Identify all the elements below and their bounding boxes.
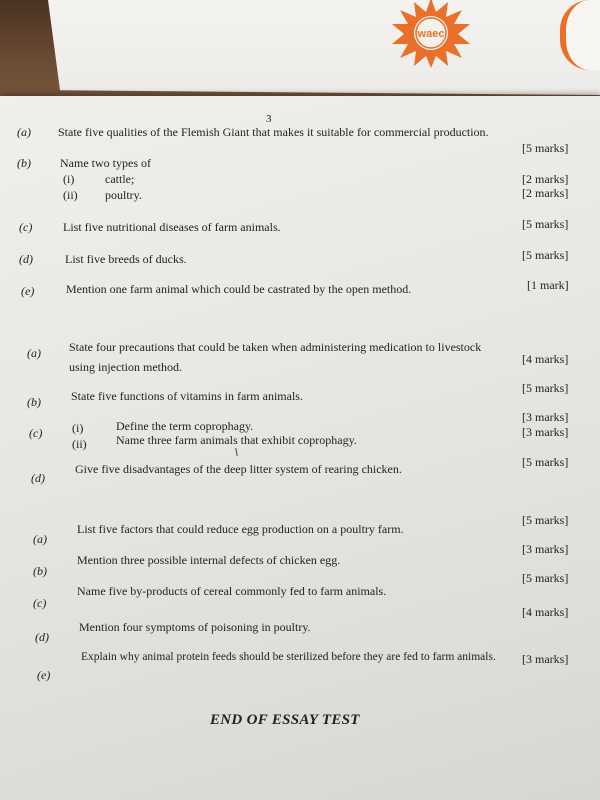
waec-seal-icon [390,0,472,68]
end-of-test-heading: END OF ESSAY TEST [210,712,360,728]
q3-d-text: Mention four symptoms of poisoning in poultry. [79,620,311,634]
q1-e-label: (e) [21,284,35,298]
underlying-paper-sheet [0,0,600,95]
q3-a-text: List five factors that could reduce egg production on a poultry farm. [77,522,404,536]
q3-b-label: (b) [33,564,47,578]
q2-b-marks: [5 marks] [522,381,569,395]
q1-b-ii-num: (ii) [63,188,78,202]
q1-b-i-num: (i) [63,172,75,186]
q3-d-marks: [4 marks] [522,605,569,619]
q2-c-ii-num: (ii) [72,437,87,451]
q2-a-text: State four precautions that could be taken when administering medication to livestock [69,340,482,354]
q2-d-text: Give five disadvantages of the deep litter system of rearing chicken. [75,462,402,476]
q3-e-text: Explain why animal protein feeds should be sterilized before they are fed to farm animals. [81,651,496,663]
q2-c-i-num: (i) [72,421,84,435]
q3-a-marks: [5 marks] [522,513,569,527]
q3-d-label: (d) [35,630,49,644]
q3-b-marks: [3 marks] [522,542,569,556]
q3-c-text: Name five by-products of cereal commonly fed to farm animals. [77,584,387,598]
q2-a-label: (a) [27,346,41,360]
q1-a-marks: [5 marks] [522,141,569,155]
q2-c-label: (c) [29,426,43,440]
q3-a-label: (a) [33,532,47,546]
q1-b-label: (b) [17,156,31,170]
q2-c-ii-marks: [3 marks] [522,425,569,439]
q3-c-marks: [5 marks] [522,571,569,585]
exam-paper [0,96,600,800]
q3-e-label: (e) [37,668,51,682]
q1-d-label: (d) [19,252,33,266]
q1-e-text: Mention one farm animal which could be castrated by the open method. [66,282,412,296]
q1-c-marks: [5 marks] [522,217,569,231]
q3-c-label: (c) [33,596,47,610]
q2-a-marks: [4 marks] [522,352,569,366]
q2-b-label: (b) [27,395,41,409]
q1-a-label: (a) [17,125,31,139]
q1-d-marks: [5 marks] [522,248,569,262]
q1-c-text: List five nutritional diseases of farm animals. [63,220,281,234]
q2-d-marks: [5 marks] [522,455,569,469]
q1-b-i-marks: [2 marks] [522,172,569,186]
q2-b-text: State five functions of vitamins in farm animals. [71,389,303,403]
q1-b-i-text: cattle; [105,172,135,186]
q2-c-i-text: Define the term coprophagy. [116,419,254,433]
q1-e-marks: [1 mark] [527,278,569,292]
q2-c-ii-text: Name three farm animals that exhibit coprophagy. [116,433,357,447]
q1-c-label: (c) [19,220,33,234]
q1-a-text: State five qualities of the Flemish Giant that makes it suitable for commercial production. [58,125,489,139]
q2-c-i-marks: [3 marks] [522,410,569,424]
page-number: 3 [266,113,272,125]
q1-b-ii-text: poultry. [105,188,142,202]
q1-b-ii-marks: [2 marks] [522,186,569,200]
q3-e-marks: [3 marks] [522,652,569,666]
q3-b-text: Mention three possible internal defects of chicken egg. [77,553,341,567]
q2-a-text-line2: using injection method. [69,360,182,374]
logo-text: waec [417,28,445,40]
q2-d-label: (d) [31,471,45,485]
q1-d-text: List five breeds of ducks. [65,252,187,266]
q1-b-text: Name two types of [60,156,151,170]
